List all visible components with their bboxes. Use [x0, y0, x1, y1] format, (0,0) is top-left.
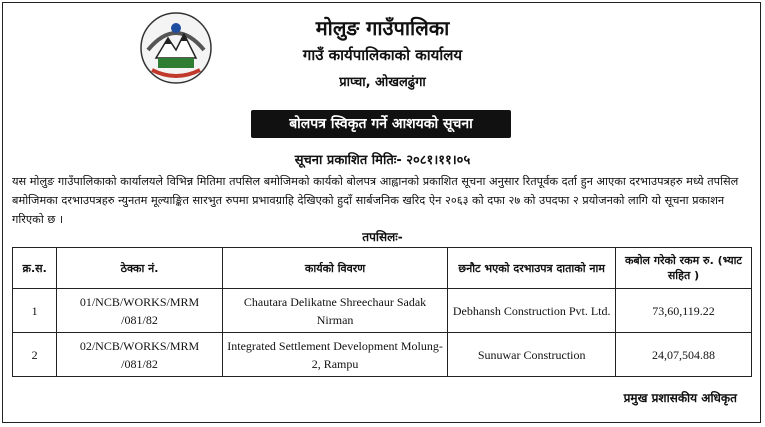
- cell-contract-no: 02/NCB/WORKS/MRM /081/82: [57, 333, 223, 377]
- header-contract-no: ठेक्का नं.: [57, 248, 223, 289]
- cell-amount: 24,07,504.88: [615, 333, 751, 377]
- table-header-row: [13, 248, 752, 289]
- tapasil-label: तपसिलः-: [362, 230, 403, 244]
- cell-bidder: Debhansh Construction Pvt. Ltd.: [448, 289, 616, 333]
- cell-bidder: Sunuwar Construction: [448, 333, 616, 377]
- header-bidder: छनौट भएको दरभाउपत्र दाताको नाम: [448, 248, 616, 289]
- cell-contract-no: 01/NCB/WORKS/MRM /081/82: [57, 289, 223, 333]
- cell-description: Integrated Settlement Development Molung-2, Rampu: [222, 333, 448, 377]
- header-description: कार्यको विवरण: [222, 248, 448, 289]
- municipality-name: मोलुङ गाउँपालिका: [315, 16, 450, 40]
- notice-title-banner: बोलपत्र स्विकृत गर्ने आशयको सूचना: [251, 110, 511, 138]
- published-date: सूचना प्रकाशित मितिः- २०८१।११।०५: [294, 153, 471, 168]
- office-name: गाउँ कार्यपालिकाको कार्यालय: [302, 46, 463, 64]
- header-amount: कबोल गरेको रकम रु. (भ्याट सहित ): [615, 248, 751, 289]
- header-sn: क्र.स.: [13, 248, 57, 289]
- signatory-title: प्रमुख प्रशासकीय अधिकृत: [623, 391, 737, 405]
- cell-description: Chautara Delikatne Shreechaur Sadak Nirman: [222, 289, 448, 333]
- office-location: प्राप्चा, ओखलढुंगा: [339, 75, 426, 90]
- cell-sn: 2: [13, 333, 57, 377]
- cell-amount: 73,60,119.22: [615, 289, 751, 333]
- award-table: [12, 247, 752, 377]
- table-row: [13, 333, 752, 377]
- cell-sn: 1: [13, 289, 57, 333]
- notice-body-text: यस मोलुङ गाउँपालिकाको कार्यालयले विभिन्न मितिमा तपसिल बमोजिमको कार्यको बोलपत्र आह्वानको प्रकाशित सूचना अनुसार रितपूर्वक दर्ता हुन आएका दरभाउपत्रहरु मध्ये तपसिल बमोजिमका दरभाउपत्रहरु न्युनतम मूल्याङ्कित सारभुत रुपमा प्रभावग्राहि देखिएको हुदाँ सार्बजनिक खरिद ऐन २०६३ को दफा २७ को उपदफा २ प्रयोजनको लागि यो सूचना प्रकाशन गरिएको छ ।: [12, 175, 739, 226]
- table-row: [13, 289, 752, 333]
